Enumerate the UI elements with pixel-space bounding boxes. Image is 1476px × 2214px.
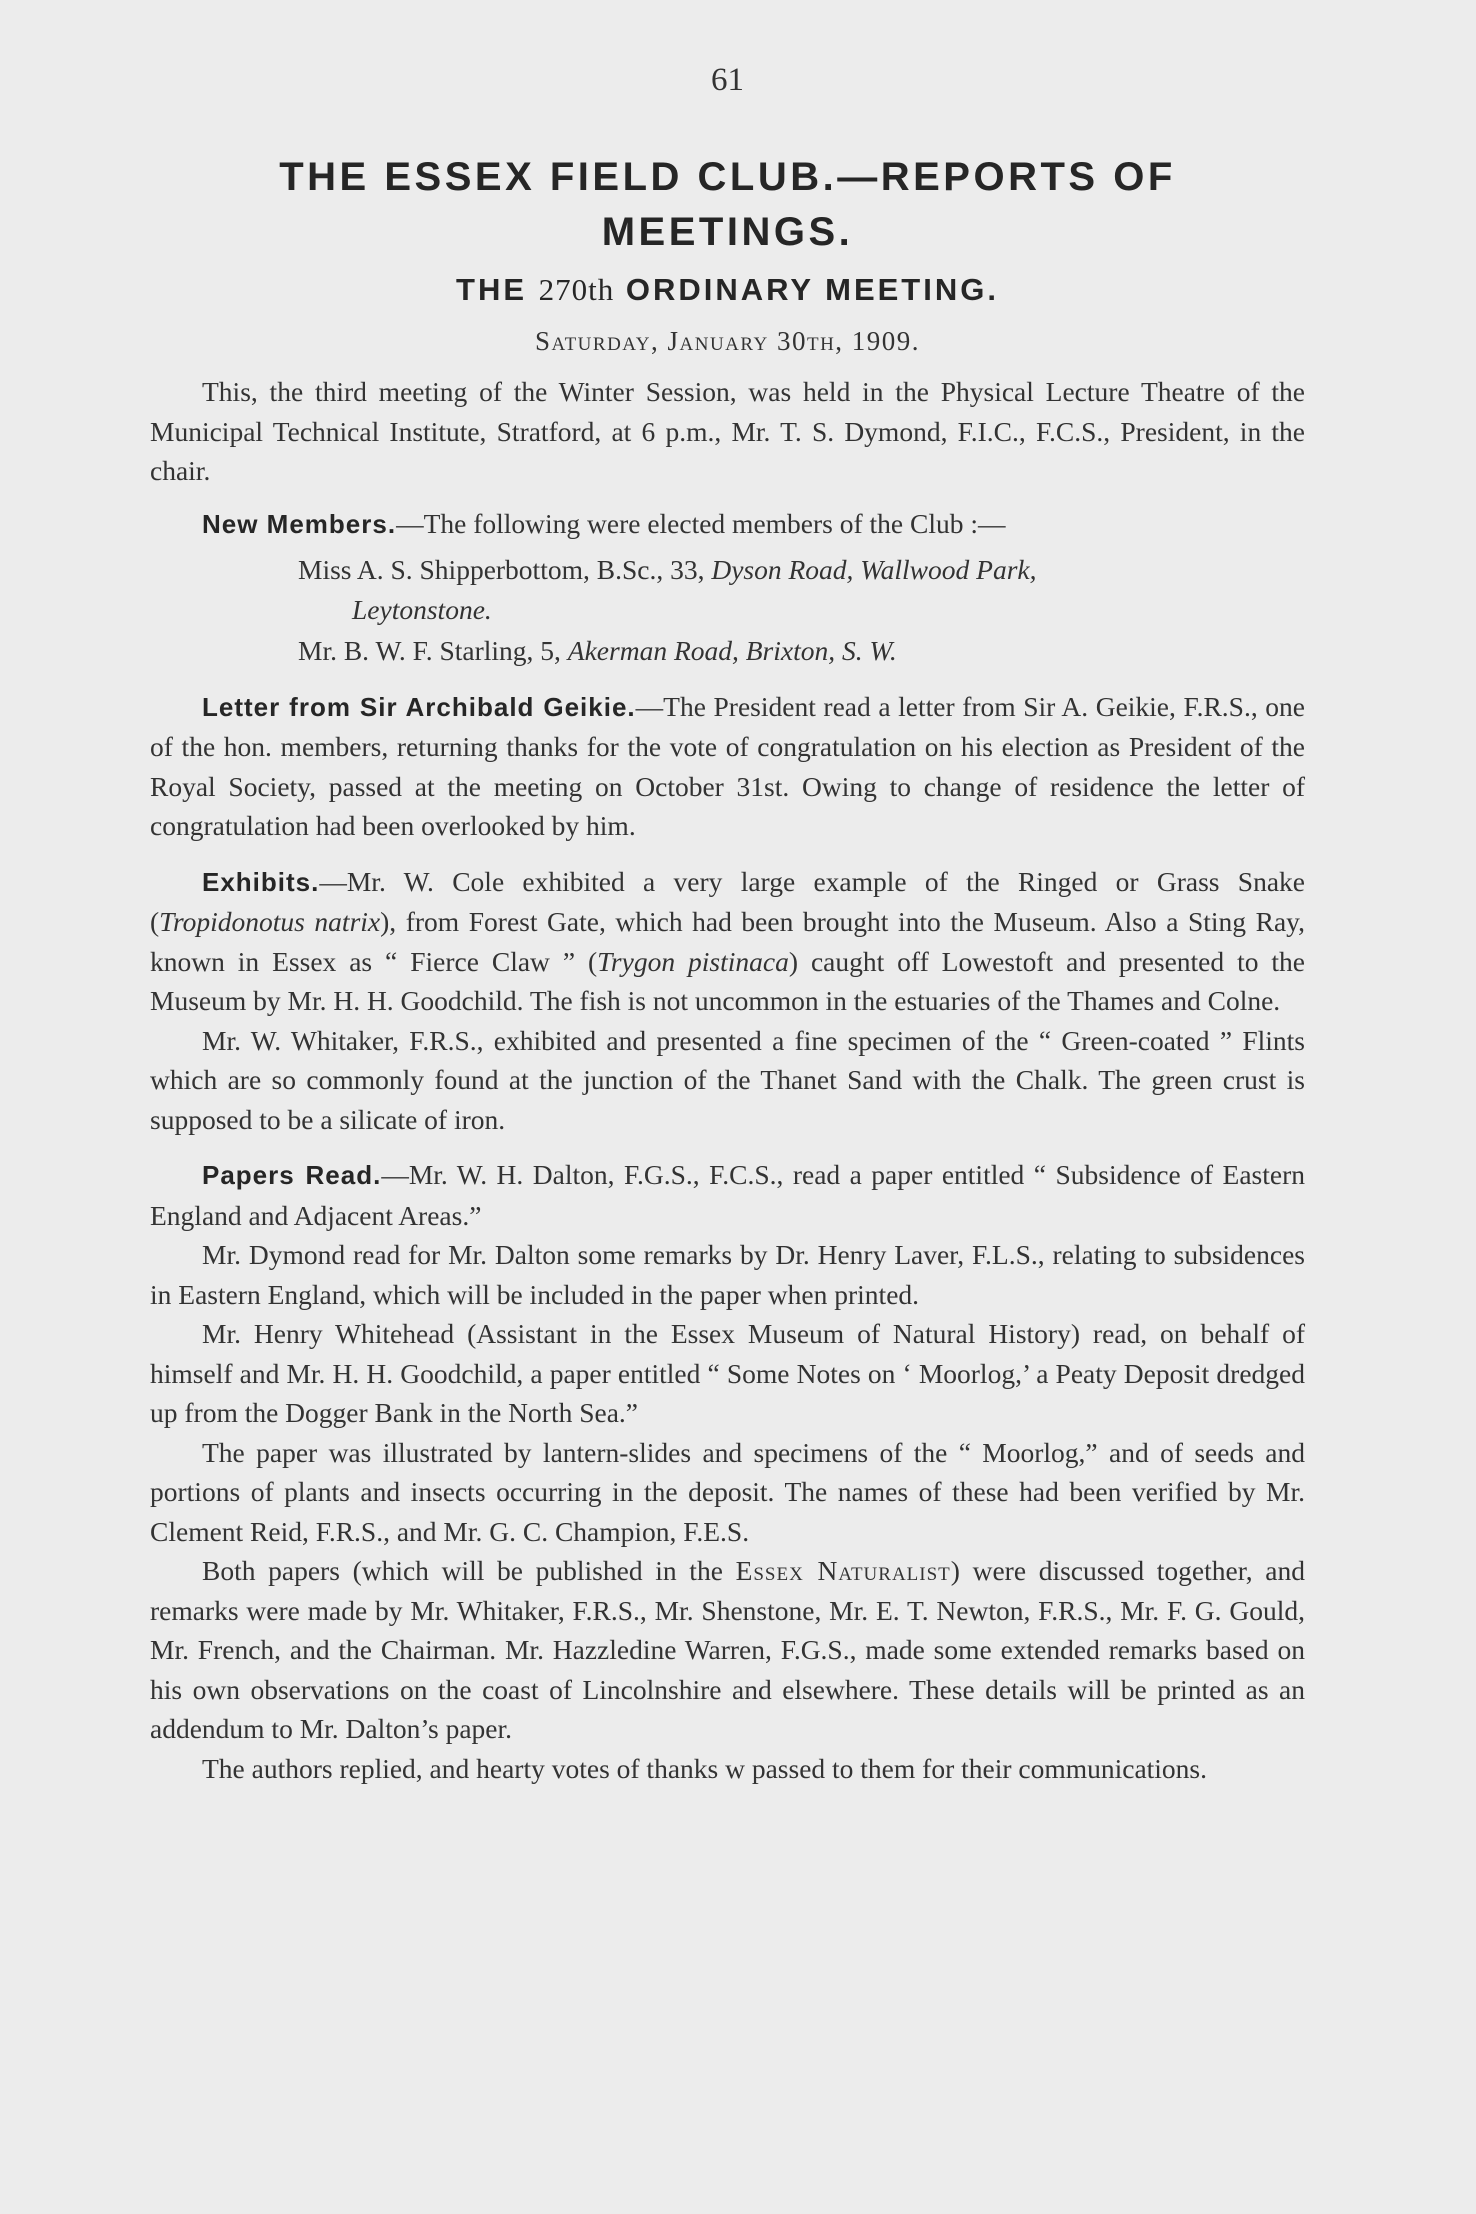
papers-paragraph-3: Mr. Henry Whitehead (Assistant in the Essex Museum of Natural History) read, on behalf of himself and Mr. H. H. Goodchild, a paper entitled “ Some Notes on ‘ Moorlog,’ a Peaty Deposit dredged up from the Dogger Bank in the North Sea.” bbox=[150, 1318, 1305, 1428]
list-item bbox=[150, 631, 1305, 671]
meeting-ordinal: 270th bbox=[538, 272, 615, 307]
section-heading-exhibits: Exhibits. bbox=[202, 866, 320, 897]
meeting-suffix: ORDINARY MEETING. bbox=[614, 272, 999, 307]
letter-paragraph bbox=[150, 687, 1305, 846]
member-name: Miss A. S. Shipperbottom, B.Sc., 33, bbox=[298, 554, 712, 585]
exhibits-paragraph-2: Mr. W. Whitaker, F.R.S., exhibited and presented a fine specimen of the “ Green-coated ” Flints which are so commonly found at the junction of the Thanet Sand with the Chalk. The green crust is supposed to be a silicate of iron. bbox=[150, 1024, 1305, 1135]
species-name: Tropidonotus natrix bbox=[159, 906, 381, 937]
letter-text: —The President read a letter from Sir A. Geikie, F.R.S., one of the hon. members, returning thanks for the vote of congratulation on his election as President of the Royal Society, passed at the meeting on October 31st. Owing to change of residence the letter of congratulation had been overlooked by him. bbox=[150, 690, 1305, 841]
journal-name: Essex Naturalist bbox=[735, 1555, 951, 1586]
new-members-text: —The following were elected members of the Club :— bbox=[396, 507, 1006, 539]
exhibits-paragraph-1 bbox=[150, 862, 1305, 1021]
list-item bbox=[150, 550, 1305, 629]
member-address: Dyson Road, Wallwood Park, bbox=[711, 554, 1037, 585]
member-address: Akerman Road, Brixton, S. W. bbox=[567, 635, 897, 666]
papers-paragraph-4: The paper was illustrated by lantern-slides and specimens of the “ Moorlog,” and of seeds and portions of plants and insects occurring in the deposit. The names of these had been verified by Mr. Clement Reid, F.R.S., and Mr. G. C. Champion, F.E.S. bbox=[150, 1436, 1305, 1547]
page-number: 61 bbox=[711, 62, 744, 98]
papers-text-c: ) were discussed together, and remarks were made by Mr. Whitaker, F.R.S., Mr. Shenstone, Mr. E. T. Newton, F.R.S., Mr. F. G. Gould, Mr. French, and the Chairman. Mr. Hazzledine Warren, F.G.S., made some extended remarks based on his own observations on the coast of Lincolnshire and elsewhere. These details will be printed as an addendum to Mr. Dalton’s paper. bbox=[150, 1555, 1306, 1744]
papers-text: —Mr. W. H. Dalton, F.G.S., F.C.S., read a paper entitled “ Subsidence of Eastern England and Adjacent Areas.” bbox=[150, 1159, 1305, 1231]
section-heading-papers: Papers Read. bbox=[202, 1160, 382, 1190]
member-name: Mr. B. W. F. Starling, 5, bbox=[298, 635, 568, 666]
papers-paragraph-6: The authors replied, and hearty votes of thanks w passed to them for their communications. bbox=[202, 1752, 1208, 1784]
section-heading-new-members: New Members. bbox=[202, 508, 397, 539]
exhibits-text-a: —Mr. W. Cole exhibited a very large example of the Ringed or Grass Snake ( bbox=[150, 865, 1305, 937]
meeting-heading bbox=[150, 272, 1305, 308]
intro-paragraph: This, the third meeting of the Winter Session, was held in the Physical Lecture Theatre of the Municipal Technical Institute, Stratford, at 6 p.m., Mr. T. S. Dymond, F.I.C., F.C.S., President, in the chair. bbox=[150, 376, 1305, 486]
exhibits-text-c: ), from Forest Gate, which had been brought into the Museum. Also a Sting Ray, known in Essex as “ Fierce Claw ” ( bbox=[150, 906, 1305, 977]
new-members-paragraph bbox=[150, 504, 1305, 545]
meeting-prefix: THE bbox=[456, 272, 539, 307]
member-address-cont: Leytonstone. bbox=[352, 593, 492, 625]
papers-text-a: Both papers (which will be published in the bbox=[202, 1555, 736, 1586]
papers-paragraph-2: Mr. Dymond read for Mr. Dalton some remarks by Dr. Henry Laver, F.L.S., relating to subsidences in Eastern England, which will be included in the paper when printed. bbox=[150, 1239, 1305, 1310]
papers-paragraph-1 bbox=[150, 1155, 1305, 1235]
section-heading-letter: Letter from Sir Archibald Geikie. bbox=[202, 691, 636, 722]
exhibits-text-e: ) caught off Lowestoft and presented to the Museum by Mr. H. H. Goodchild. The fish is not uncommon in the estuaries of the Thames and Colne. bbox=[150, 945, 1305, 1016]
member-list bbox=[150, 550, 1305, 671]
meeting-date: Saturday, January 30th, 1909. bbox=[534, 326, 921, 356]
report-body bbox=[150, 372, 1305, 1788]
page-title: THE ESSEX FIELD CLUB.—REPORTS OF MEETINGS. bbox=[279, 155, 1176, 254]
species-name: Trygon pistinaca bbox=[597, 945, 789, 977]
papers-paragraph-5 bbox=[150, 1551, 1305, 1749]
